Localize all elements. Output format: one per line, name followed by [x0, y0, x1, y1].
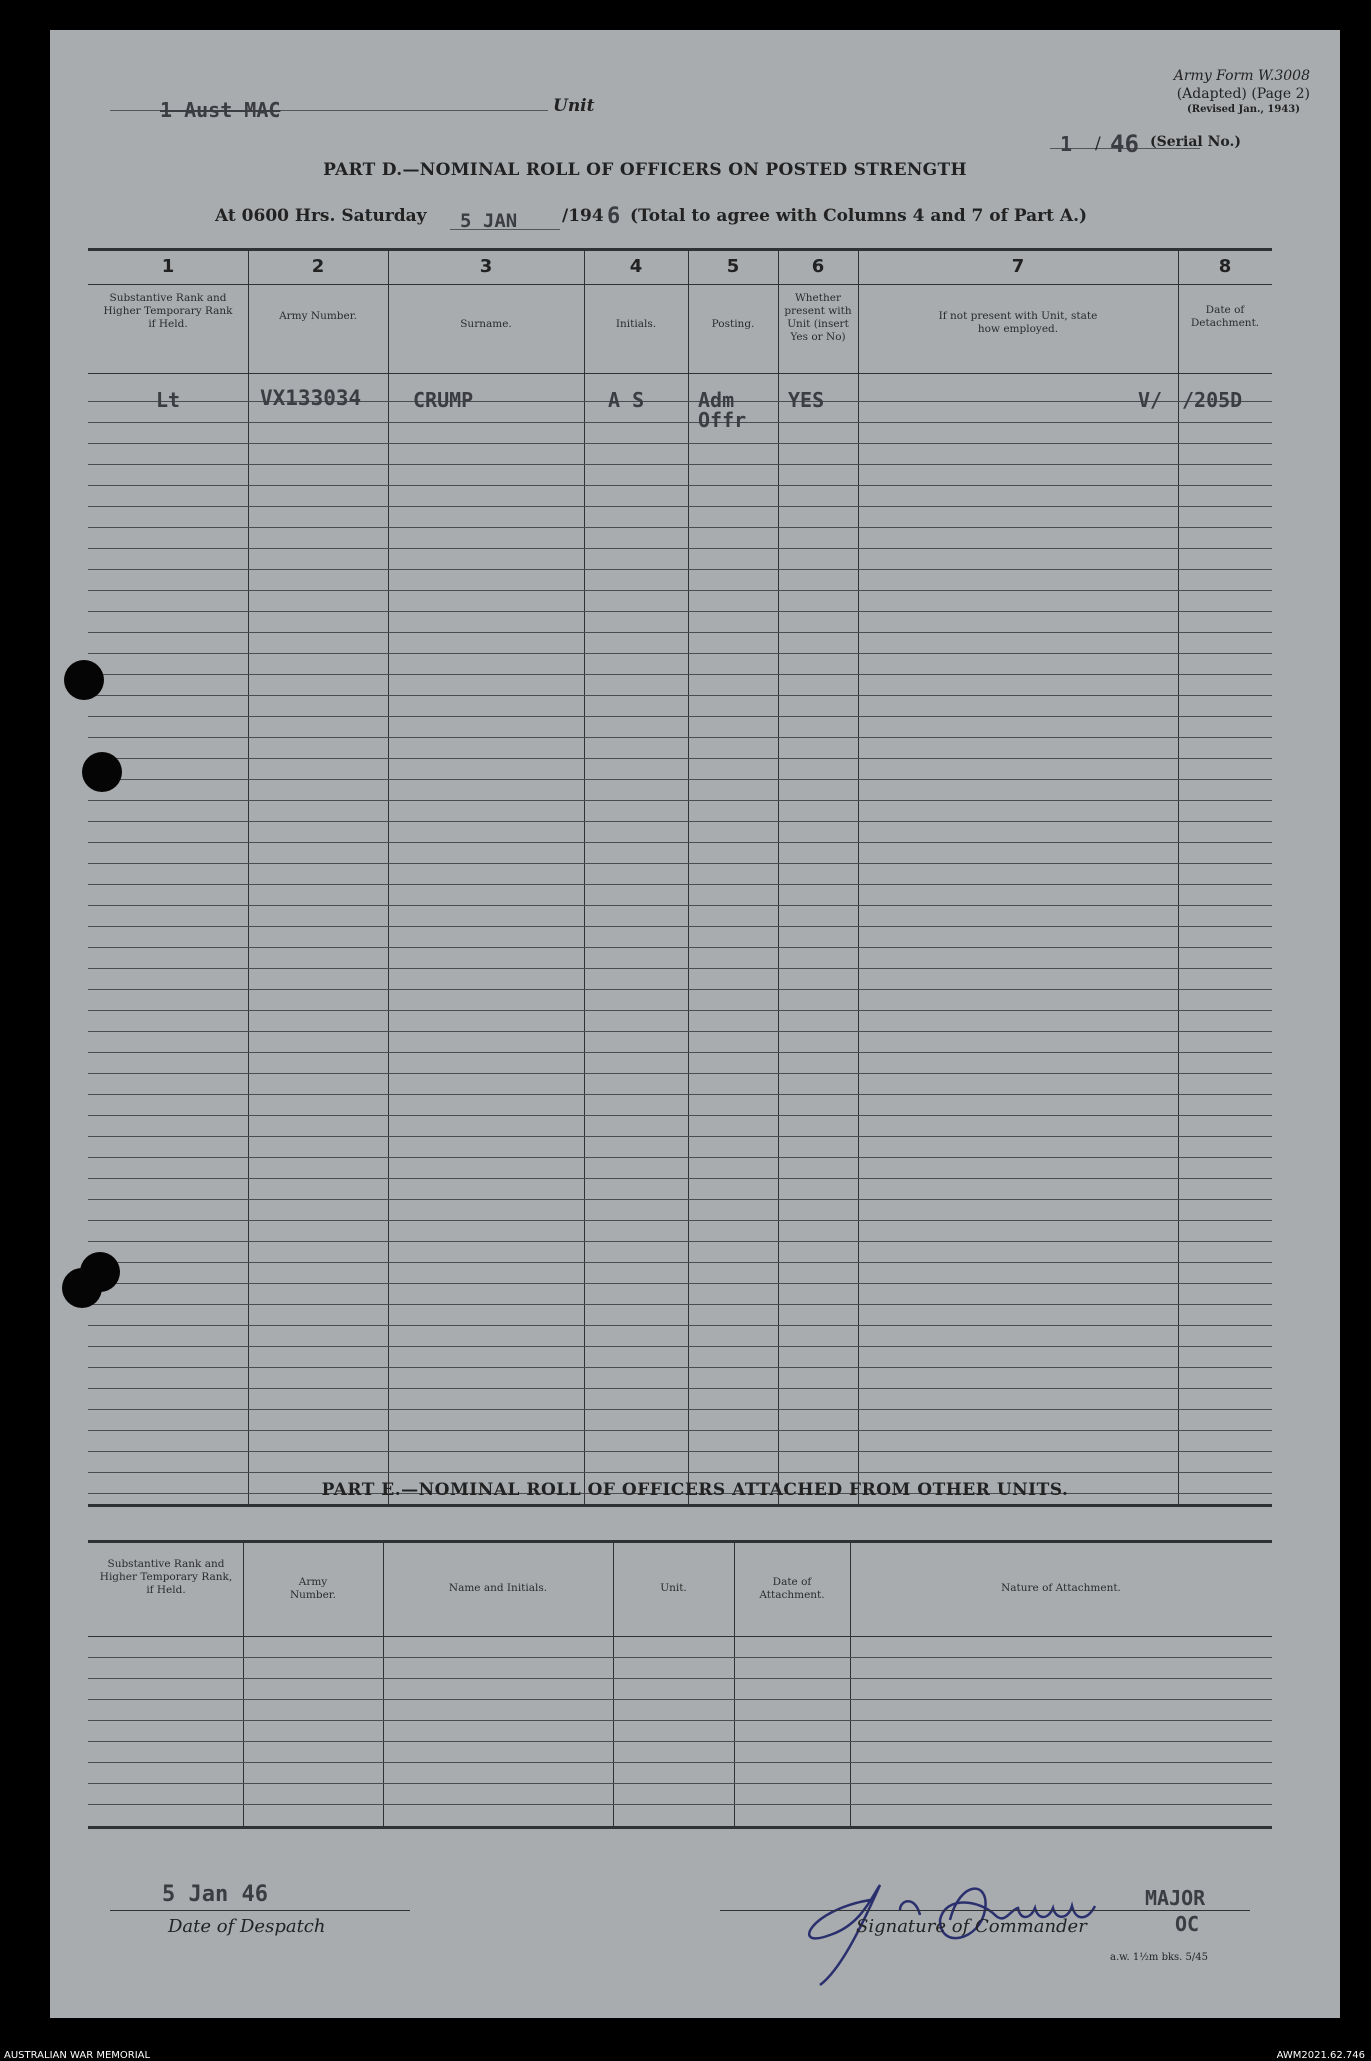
ruled-line — [88, 1031, 1272, 1032]
col-number-3: 3 — [479, 256, 493, 277]
col-number-2: 2 — [311, 256, 325, 277]
ruled-line — [88, 1115, 1272, 1116]
ruled-line — [88, 443, 1272, 444]
row-employed: V/ — [1138, 388, 1163, 412]
ruled-line — [88, 674, 1272, 675]
ruled-line — [88, 632, 1272, 633]
part-d-table — [88, 248, 1272, 1508]
ruled-line — [88, 1804, 1272, 1805]
part-d-title: PART D.—NOMINAL ROLL OF OFFICERS ON POSTED STRENGTH — [323, 160, 967, 180]
col-header-rank: Substantive Rank and Higher Temporary Rank if Held. — [103, 292, 233, 330]
col-header-posting: Posting. — [711, 318, 755, 330]
despatch-line — [110, 1910, 410, 1911]
ruled-line — [88, 422, 1272, 423]
year-digit: 6 — [607, 204, 621, 229]
punch-hole — [82, 752, 122, 792]
col-number-7: 7 — [1011, 256, 1025, 277]
ruled-line — [88, 1073, 1272, 1074]
ruled-line — [88, 464, 1272, 465]
ruled-line — [88, 1409, 1272, 1410]
col-number-8: 8 — [1218, 256, 1232, 277]
ruled-line — [88, 485, 1272, 486]
unit-value: 1 Aust MAC — [160, 98, 281, 122]
row-present: YES — [788, 388, 825, 412]
col-header-detachment: Date of Detachment. — [1190, 304, 1260, 329]
ruled-line — [88, 1094, 1272, 1095]
ruled-line — [88, 653, 1272, 654]
date-value: 5 JAN — [460, 210, 518, 232]
ruled-line — [88, 590, 1272, 591]
ruled-line — [88, 1241, 1272, 1242]
row-army-number: VX133034 — [260, 386, 362, 410]
ruled-line — [88, 569, 1272, 570]
row-posting-line1: Adm — [698, 388, 735, 412]
ruled-line — [88, 506, 1272, 507]
ruled-line — [88, 695, 1272, 696]
ruled-line — [88, 716, 1272, 717]
print-code: a.w. 1½m bks. 5/45 — [1110, 1952, 1208, 1963]
ruled-line — [88, 1367, 1272, 1368]
e-col-header-nature: Nature of Attachment. — [1001, 1582, 1121, 1594]
ruled-line — [88, 1388, 1272, 1389]
ruled-line — [88, 737, 1272, 738]
row-rank: Lt — [155, 388, 181, 412]
ruled-line — [88, 1699, 1272, 1700]
ruled-line — [88, 527, 1272, 528]
ruled-line — [88, 1741, 1272, 1742]
ruled-line — [88, 1304, 1272, 1305]
col-header-present: Whether present with Unit (insert Yes or No) — [784, 292, 852, 343]
ruled-line — [88, 1283, 1272, 1284]
commander-rank: MAJOR — [1145, 1886, 1206, 1910]
ruled-line — [88, 1052, 1272, 1053]
ruled-line — [88, 905, 1272, 906]
part-e-table — [88, 1540, 1272, 1830]
commander-signature — [750, 1840, 1130, 1990]
e-col-header-name: Name and Initials. — [448, 1582, 548, 1594]
row-posting-line2: Offr — [698, 408, 747, 432]
ruled-line — [88, 1325, 1272, 1326]
serial-label: (Serial No.) — [1150, 134, 1241, 150]
ruled-line — [88, 968, 1272, 969]
col-number-6: 6 — [811, 256, 825, 277]
commander-appointment: OC — [1175, 1912, 1200, 1936]
ruled-line — [88, 611, 1272, 612]
row-detach-date: /205D — [1182, 388, 1243, 412]
part-d-time-prefix: At 0600 Hrs. Saturday — [215, 206, 427, 226]
unit-label: Unit — [553, 96, 595, 116]
archive-credit: AUSTRALIAN WAR MEMORIAL — [4, 2050, 151, 2061]
e-col-header-rank: Substantive Rank and Higher Temporary Rank, if Held. — [99, 1558, 233, 1596]
ruled-line — [88, 1010, 1272, 1011]
e-col-header-army-number: Army Number. — [289, 1576, 337, 1601]
signature-label: Signature of Commander — [856, 1916, 1087, 1937]
col-header-initials: Initials. — [615, 318, 657, 330]
form-number: Army Form W.3008 — [1173, 68, 1310, 84]
despatch-label: Date of Despatch — [168, 1916, 326, 1937]
col-header-surname: Surname. — [460, 318, 512, 330]
despatch-date: 5 Jan 46 — [162, 1882, 268, 1907]
ruled-line — [88, 1157, 1272, 1158]
punch-hole — [64, 660, 104, 700]
ruled-line — [88, 1430, 1272, 1431]
e-col-header-date: Date of Attachment. — [759, 1576, 825, 1601]
ruled-line — [88, 1346, 1272, 1347]
row-initials: A S — [608, 388, 645, 412]
ruled-line — [88, 1657, 1272, 1658]
ruled-line — [88, 1472, 1272, 1473]
signature-line — [720, 1910, 1250, 1911]
ruled-line — [88, 1262, 1272, 1263]
ruled-line — [88, 1678, 1272, 1679]
ruled-line — [88, 1199, 1272, 1200]
ruled-line — [88, 1762, 1272, 1763]
ruled-line — [88, 947, 1272, 948]
ruled-line — [88, 758, 1272, 759]
ruled-line — [88, 1220, 1272, 1221]
ruled-line — [88, 1720, 1272, 1721]
row-surname: CRUMP — [413, 388, 474, 412]
ruled-line — [88, 842, 1272, 843]
ruled-line — [88, 863, 1272, 864]
part-d-note: (Total to agree with Columns 4 and 7 of Part A.) — [630, 206, 1088, 226]
col-number-1: 1 — [161, 256, 175, 277]
ruled-line — [88, 821, 1272, 822]
part-e-title: PART E.—NOMINAL ROLL OF OFFICERS ATTACHED FROM OTHER UNITS. — [321, 1480, 1069, 1500]
serial-part1: 1 — [1060, 132, 1073, 156]
ruled-line — [88, 800, 1272, 801]
ruled-line — [88, 779, 1272, 780]
form-adapted: (Adapted) (Page 2) — [1176, 86, 1310, 102]
col-number-4: 4 — [629, 256, 643, 277]
serial-part2: 46 — [1110, 130, 1139, 158]
ruled-line — [88, 989, 1272, 990]
e-col-header-unit: Unit. — [660, 1582, 687, 1594]
ruled-line — [88, 1451, 1272, 1452]
ruled-line — [88, 884, 1272, 885]
ruled-line — [88, 1136, 1272, 1137]
archive-reference: AWM2021.62.746 — [1276, 2050, 1365, 2061]
col-number-5: 5 — [726, 256, 740, 277]
ruled-line — [88, 926, 1272, 927]
ruled-line — [88, 548, 1272, 549]
punch-hole — [80, 1252, 120, 1292]
year-prefix: /194 — [562, 206, 604, 226]
form-sheet: 1 Aust MAC Unit Army Form W.3008 (Adapted) (Page 2) (Revised Jan., 1943) 1 / 46 (Serial No.) PART D.—NOMINAL ROLL OF OFFICERS ON POSTED STRENGTH At 0600 Hrs. Saturday 5 JAN /194 6 (Total to agree with Columns 4 and 7 of Part A.) 1 2 3 4 5 6 7 8 Substantive Rank and Higher Temporary Rank if Held. Army Number. Surname. Initials. Posting. Whether present with Unit (insert Yes or No) If not present with Unit, state how employed. Date of Detachment. Lt VX133034 CRUMP A S Adm Offr YES V/ /205D PART E.—NOMINAL ROLL OF OFFICERS ATTACHED FROM OTHER UNITS. Substantive Rank and Higher Temporary Rank, if Held. Army Number. Name and Initials. Unit. Date of Attachment. Nature of Attachment. 5 Jan 46 Date of Despatch Signature of Commander MAJOR OC a.w. 1½m bks. 5/45 — [50, 30, 1340, 2018]
col-header-army-number: Army Number. — [279, 310, 357, 322]
ruled-line — [88, 1178, 1272, 1179]
form-revised: (Revised Jan., 1943) — [1187, 104, 1300, 115]
ruled-line — [88, 1783, 1272, 1784]
col-header-employed: If not present with Unit, state how employed. — [938, 310, 1098, 335]
